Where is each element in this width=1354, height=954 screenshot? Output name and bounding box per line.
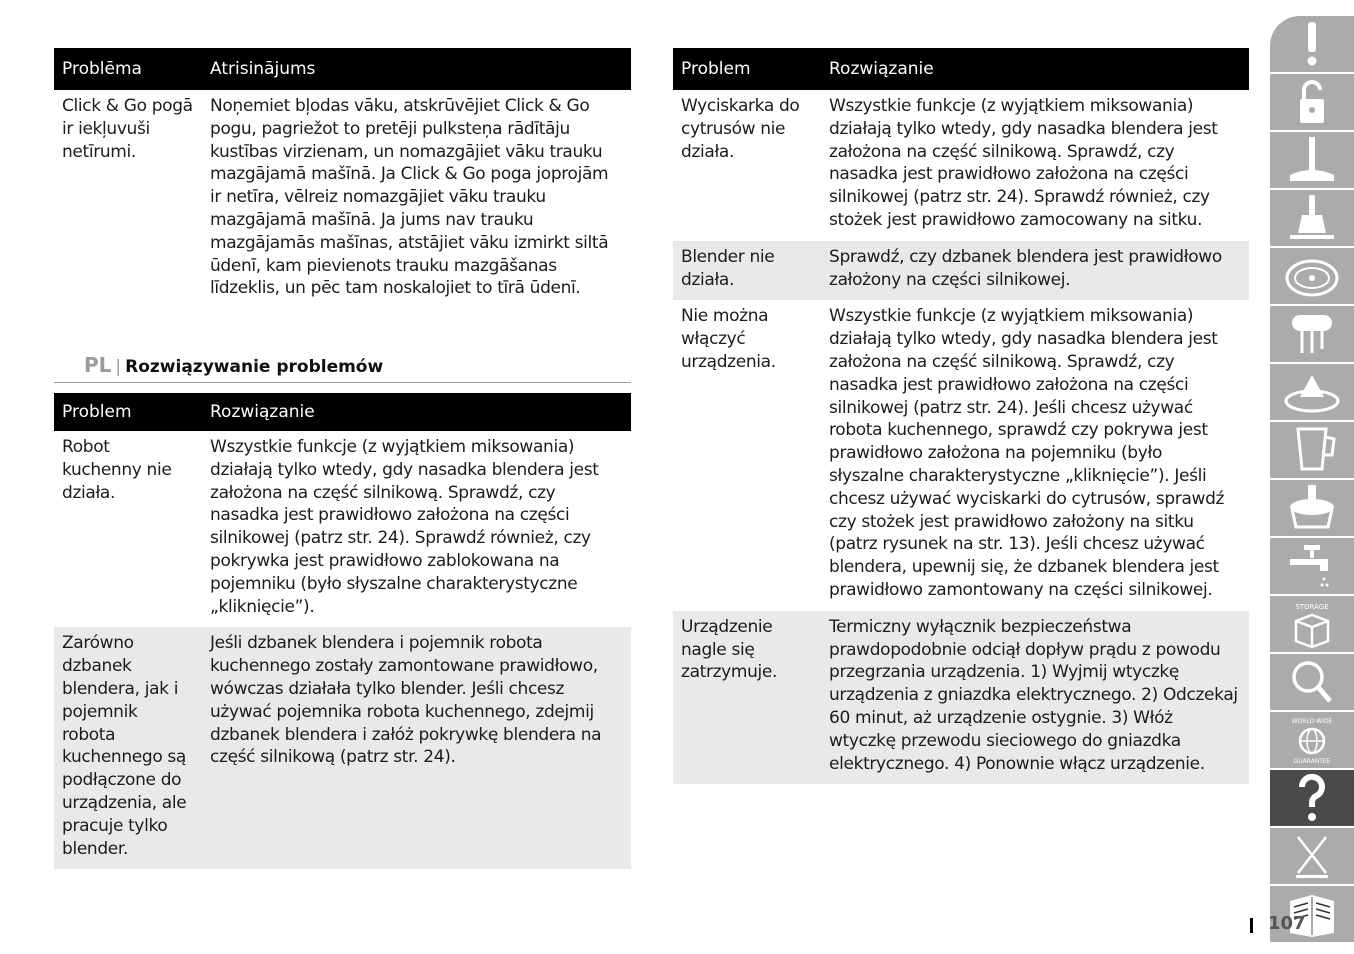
table-row — [54, 627, 631, 869]
guarantee-label-bottom: GUARANTEE — [1293, 758, 1331, 765]
crossed-bin-icon — [1282, 831, 1342, 881]
tab-ordering[interactable] — [1270, 654, 1354, 710]
padlock-icon — [1282, 77, 1342, 127]
tab-guarantee[interactable] — [1270, 712, 1354, 768]
table-row — [54, 90, 631, 309]
section-divider — [54, 382, 631, 383]
header-problem: Problēma — [54, 48, 202, 90]
citrus-press-icon — [1282, 367, 1342, 417]
problem-cell: Nie można włączyć urządzenia. — [681, 306, 776, 372]
table-row — [673, 90, 1249, 241]
table-header-row — [54, 393, 631, 431]
section-heading — [84, 353, 624, 377]
pl-troubleshooting-table-right — [673, 48, 1249, 784]
tab-citrus[interactable] — [1270, 364, 1354, 420]
heading-separator: | — [115, 357, 122, 377]
problem-cell: Urządzenie nagle się zatrzymuje. — [673, 611, 821, 785]
solution-cell: Jeśli dzbanek blendera i pojemnik robota kuchennego zostały zamontowane prawidłowo, wówczas działała tylko blender. Jeśli chcesz używać pojemnika robota kuchennego, zdejmij dzbanek blendera i załóż pokrywkę blendera na część silnikową (patrz str. 24). — [202, 627, 631, 869]
tab-storage[interactable] — [1270, 596, 1354, 652]
problem-cell: Wyciskarka do cytrusów nie działa. — [681, 96, 800, 162]
food-processor-icon — [1282, 483, 1342, 533]
language-code: PL — [84, 353, 112, 377]
table-header-row — [673, 48, 1249, 90]
tab-cleaning[interactable] — [1270, 538, 1354, 594]
storage-label: STORAGE — [1295, 603, 1329, 611]
tap-icon — [1282, 541, 1342, 591]
table-row — [673, 611, 1249, 785]
disc-icon — [1282, 251, 1342, 301]
globe-icon — [1282, 715, 1342, 765]
table-header-row — [54, 48, 631, 90]
table-row — [54, 431, 631, 627]
pl-troubleshooting-table-left — [54, 393, 631, 869]
problem-cell: Robot kuchenny nie działa. — [62, 437, 172, 503]
tab-kneading[interactable] — [1270, 190, 1354, 246]
whisk-icon — [1282, 309, 1342, 359]
solution-cell: Termiczny wyłącznik bezpieczeństwa prawdopodobnie odciął dopływ prądu z powodu przegrzania urządzenia. 1) Wyjmij wtyczkę urządzenia z gniazdka elektrycznego. 2) Odczekaj 60 minut, aż urządzenie ostygnie. 3) Włóż wtyczkę przewodu sieciowego do gniazdka elektrycznego. 4) Ponownie włącz urządzenie. — [821, 611, 1249, 785]
header-solution: Atrisinājums — [202, 48, 631, 90]
header-problem: Problem — [54, 393, 202, 431]
blade-icon — [1282, 135, 1342, 185]
problem-cell: Click & Go pogā ir iekļuvuši netīrumi. — [62, 96, 193, 162]
lv-troubleshooting-table — [54, 48, 631, 309]
tab-blade[interactable] — [1270, 132, 1354, 188]
header-solution: Rozwiązanie — [821, 48, 1249, 90]
page-number-marker — [1250, 918, 1253, 933]
solution-cell: Wszystkie funkcje (z wyjątkiem miksowania) działają tylko wtedy, gdy nasadka blendera jest założona na część silnikową. Sprawdź, czy nasadka jest prawidłowo założona na części silnikowej (patrz str. 24). Sprawdź również, czy pokrywka jest prawidłowo zablokowana na pojemniku (było słyszalne charakterystyczne „kliknięcie”). — [210, 437, 599, 617]
solution-cell: Wszystkie funkcje (z wyjątkiem miksowania) działają tylko wtedy, gdy nasadka blendera jest założona na część silnikową. Sprawdź, czy nasadka jest prawidłowo założona na części silnikowej (patrz str. 24). Sprawdź również, czy stożek jest prawidłowo zamocowany na sitku. — [829, 96, 1218, 230]
solution-cell: Wszystkie funkcje (z wyjątkiem miksowania) działają tylko wtedy, gdy nasadka blendera jest założona na część silnikową. Sprawdź, czy nasadka jest prawidłowo założona na części silnikowej (patrz str. 24). Jeśli chcesz używać robota kuchennego, sprawdź czy pokrywa jest prawidłowo założona na pojemniku (było słyszalne charakterystyczne „kliknięcie”). Jeśli chcesz używać wyciskarki do cytrusów, sprawdź czy stożek jest prawidłowo założony na sitku (patrz rysunek na str. 13). Jeśli chcesz używać blendera, upewnij się, że dzbanek blendera jest prawidłowo zamontowany na części silnikowej. — [829, 306, 1225, 600]
storage-box-icon — [1282, 599, 1342, 649]
tab-food-processor[interactable] — [1270, 480, 1354, 536]
solution-cell: Sprawdź, czy dzbanek blendera jest prawidłowo założony na części silnikowej. — [821, 241, 1249, 301]
solution-cell: Noņemiet bļodas vāku, atskrūvējiet Click & Go pogu, pagriežot to pretēji pulksteņa rādītāju kustības virzienam, un nomazgājiet vāku trauku mazgājamā mašīnā. Ja Click & Go poga joprojām ir netīra, vēlreiz nomazgājiet vāku trauku mazgājamā mašīnā. Ja jums nav trauku mazgājamās mašīnas, atstājiet vāku izmirkt siltā ūdenī, kam pievienots trauku mazgāšanas līdzeklis, un pēc tam noskalojiet to tīrā ūdenī. — [210, 96, 609, 299]
header-solution: Rozwiązanie — [202, 393, 631, 431]
problem-cell: Zarówno dzbanek blendera, jak i pojemnik robota kuchennego są podłączone do urządzenia, ale pracuje tylko blender. — [54, 627, 202, 869]
question-mark-icon — [1282, 773, 1342, 823]
problem-cell: Blender nie działa. — [673, 241, 821, 301]
tab-whisk[interactable] — [1270, 306, 1354, 362]
tab-environment[interactable] — [1270, 828, 1354, 884]
blender-jar-icon — [1282, 425, 1342, 475]
tab-warnings[interactable] — [1270, 16, 1354, 72]
table-row — [673, 241, 1249, 301]
page-number: 107 — [1268, 913, 1306, 934]
tab-troubleshooting[interactable] — [1270, 770, 1354, 826]
tab-blender[interactable] — [1270, 422, 1354, 478]
kneading-hook-icon — [1282, 193, 1342, 243]
magnifier-icon — [1282, 657, 1342, 707]
thumb-index-sidebar — [1270, 16, 1354, 944]
exclamation-icon — [1282, 19, 1342, 69]
tab-safety[interactable] — [1270, 74, 1354, 130]
section-title-text: Rozwiązywanie problemów — [125, 357, 384, 377]
table-row — [673, 300, 1249, 610]
tab-discs[interactable] — [1270, 248, 1354, 304]
guarantee-label-top: WORLD-WIDE — [1291, 718, 1333, 725]
header-problem: Problem — [673, 48, 821, 90]
